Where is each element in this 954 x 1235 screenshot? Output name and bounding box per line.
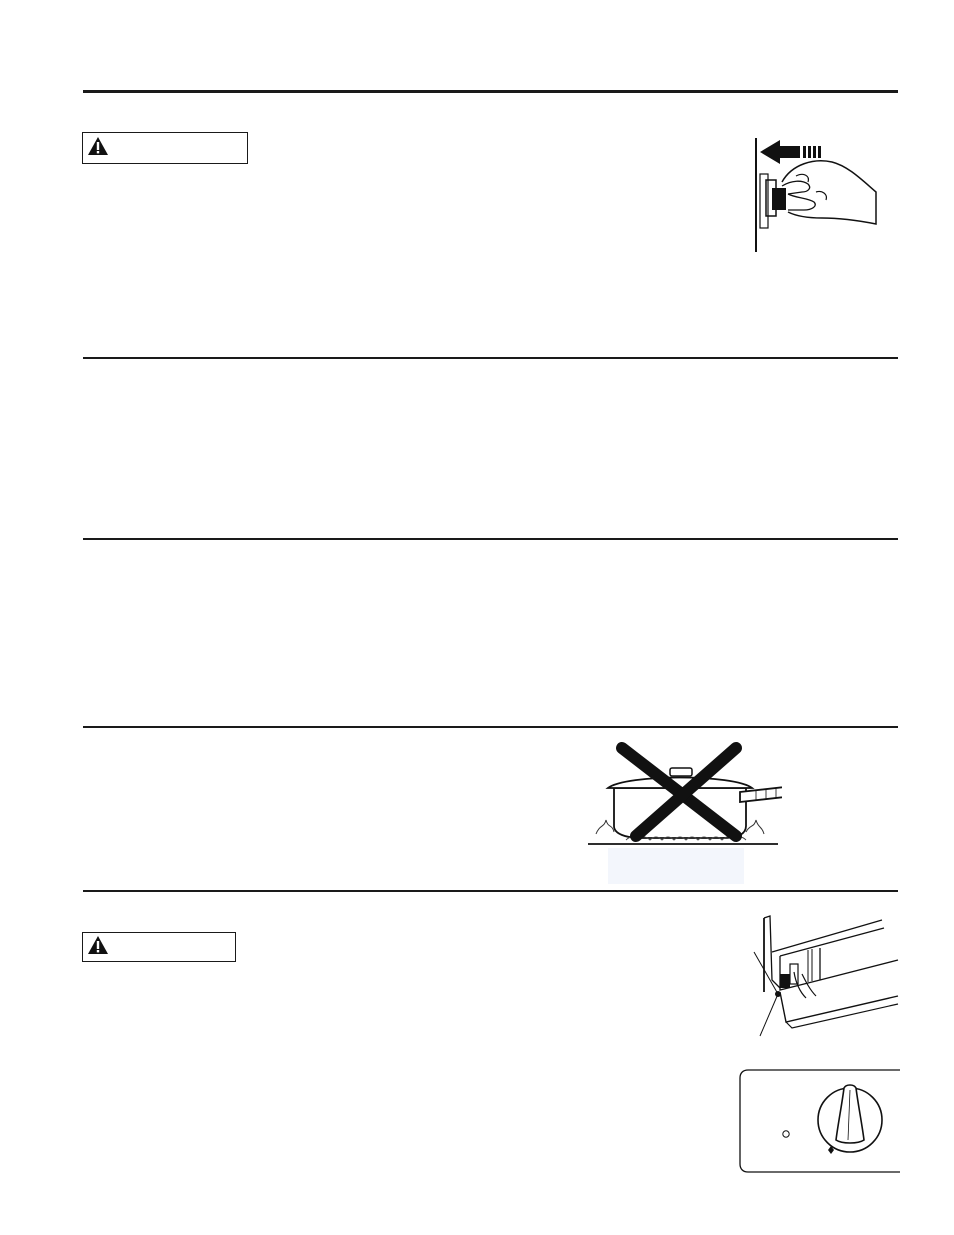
crossed-out-pan-on-burner-illustration: [586, 740, 782, 850]
burner-base-glow: [608, 848, 744, 884]
warning-triangle-icon: [87, 136, 109, 161]
warning-box-1: [82, 132, 248, 164]
section-divider-1: [83, 357, 898, 359]
hand-pushing-knob-illustration: [752, 136, 882, 256]
section-divider-3: [83, 726, 898, 728]
top-rule: [83, 90, 898, 93]
warning-box-5: [82, 932, 236, 962]
control-knob-illustration: [738, 1068, 900, 1174]
range-corner-illustration: [750, 912, 900, 1040]
warning-triangle-icon: [87, 935, 109, 960]
section-divider-2: [83, 538, 898, 540]
section-divider-4: [83, 890, 898, 892]
